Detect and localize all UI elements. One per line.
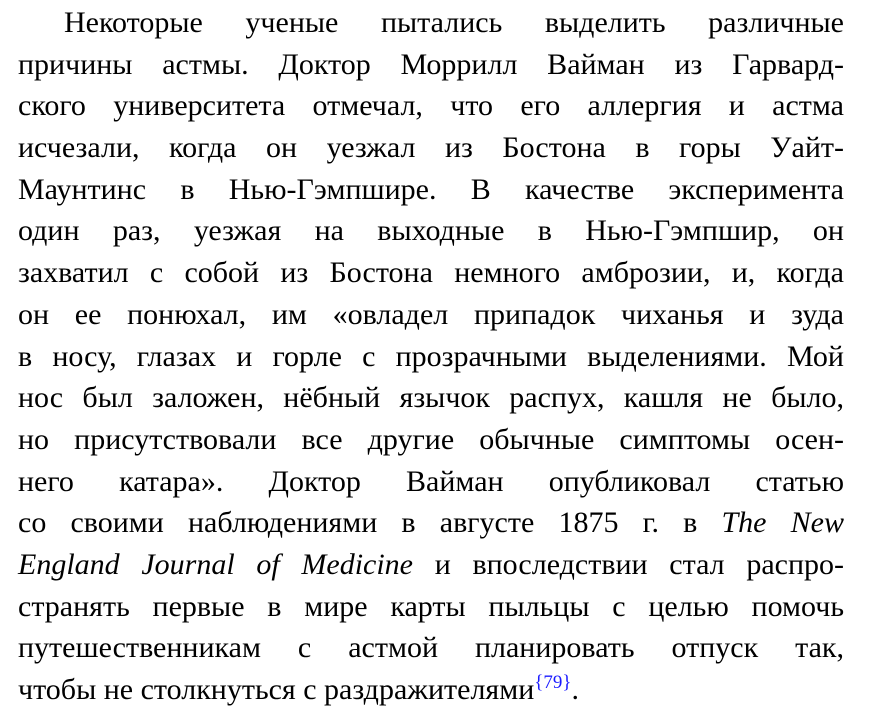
text-line: путешественникам с астмой планировать отпуск так, bbox=[18, 631, 844, 665]
text-segment: . bbox=[571, 673, 580, 706]
text-segment: и впоследствии стал распро- bbox=[413, 547, 844, 581]
document-page bbox=[18, 0, 844, 711]
text-line bbox=[18, 669, 844, 711]
text-line: в носу, глазах и горле с прозрачными выделениями. Мой bbox=[18, 339, 844, 373]
text-line: один раз, уезжая на выходные в Нью-Гэмпшир, он bbox=[18, 214, 844, 248]
text-line bbox=[18, 544, 844, 586]
journal-title-italic: The New bbox=[721, 506, 844, 540]
text-line: нос был заложен, нёбный язычок распух, кашля не было, bbox=[18, 381, 844, 415]
footnote-link[interactable]: {79} bbox=[534, 672, 572, 693]
text-line: но присутствовали все другие обычные симптомы осен- bbox=[18, 422, 844, 456]
text-line: он ее понюхал, им «овладел припадок чиханья и зуда bbox=[18, 297, 844, 331]
text-segment: чтобы не столкнуться с раздражителями bbox=[18, 673, 535, 706]
text-line: ского университета отмечал, что его аллергия и астма bbox=[18, 89, 844, 123]
journal-title-italic: England Journal of Medicine bbox=[18, 547, 414, 581]
text-line bbox=[18, 502, 844, 544]
text-line: странять первые в мире карты пыльцы с целью помочь bbox=[18, 589, 844, 623]
text-line: исчезали, когда он уезжал из Бостона в горы Уайт- bbox=[18, 131, 844, 165]
text-line: Маунтинс в Нью-Гэмпшире. В качестве эксперимента bbox=[18, 172, 844, 206]
text-line: причины астмы. Доктор Моррилл Вайман из Гарвард- bbox=[18, 47, 844, 81]
text-line: него катара». Доктор Вайман опубликовал статью bbox=[18, 464, 844, 498]
text-line: Некоторые ученые пытались выделить различные bbox=[64, 6, 844, 39]
text-segment: со своими наблюдениями в августе 1875 г. в bbox=[18, 506, 722, 540]
text-line: захватил с собой из Бостона немного амброзии, и, когда bbox=[18, 256, 844, 290]
